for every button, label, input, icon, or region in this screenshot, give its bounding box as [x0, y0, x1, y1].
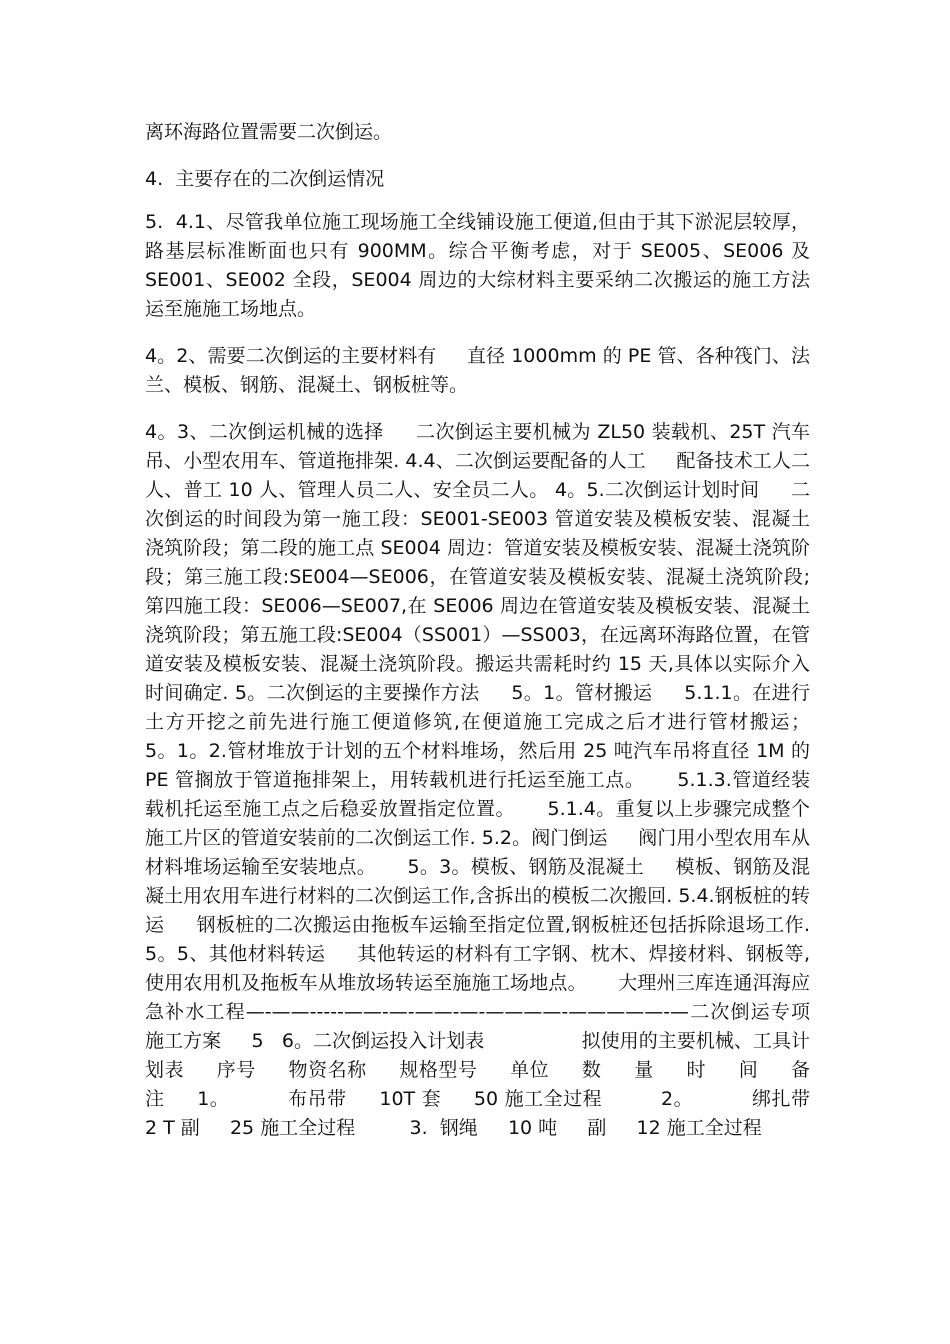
paragraph: 4。2、需要二次倒运的主要材料有 直径 1000mm 的 PE 管、各种筏门、法兰、模板、钢筋、混凝土、钢板桩等。	[145, 345, 810, 396]
paragraph: 5. 4.1、尽管我单位施工现场施工全线铺设施工便道,但由于其下淤泥层较厚，路基层标准断面也只有 900MM。综合平衡考虑，对于 SE005、SE006 及 SE001、SE002 全段，SE004 周边的大综材料主要采纳二次搬运的施工方法运至施施工场地点。	[145, 211, 817, 320]
paragraph: 4。3、二次倒运机械的选择 二次倒运主要机械为 ZL50 装载机、25T 汽车吊、小型农用车、管道拖排架. 4.4、二次倒运要配备的人工 配备技术工人二人、普工 10 人、管理人员二人、安全员二人。 4。5.二次倒运计划时间 二次倒运的时间段为第一施工段：SE001-SE003 管道安装及模板安装、混凝土浇筑阶段；第二段的施工点 SE004 周边：管道安装及模板安装、混凝土浇筑阶段；第三施工段:SE004—SE006，在管道安装及模板安装、混凝土浇筑阶段;第四施工段：SE006—SE007,在 SE006 周边在管道安装及模板安装、混凝土浇筑阶段；第五施工段:SE004（SS001）—SS003，在远离环海路位置，在管道安装及模板安装、混凝土浇筑阶段。搬运共需耗时约 15 天,具体以实际介入时间确定. 5。二次倒运的主要操作方法 5。1。管材搬运 5.1.1。在进行土方开挖之前先进行施工便道修筑,在便道施工完成之后才进行管材搬运； 5。1。2.管材堆放于计划的五个材料堆场，然后用 25 吨汽车吊将直径 1M 的 PE 管搁放于管道拖排架上，用转载机进行托运至施工点。 5.1.3.管道经装载机托运至施工点之后稳妥放置指定位置。 5.1.4。重复以上步骤完成整个施工片区的管道安装前的二次倒运工作. 5.2。阀门倒运 阀门用小型农用车从材料堆场运输至安装地点。 5。3。模板、钢筋及混凝土 模板、钢筋及混凝土用农用车进行材料的二次倒运工作,含拆出的模板二次搬回. 5.4.钢板桩的转运 钢板桩的二次搬运由拖板车运输至指定位置,钢板桩还包括拆除退场工作. 5。5、其他材料转运 其他转运的材料有工字钢、枕木、焊接材料、钢板等,使用农用机及拖板车从堆放场转运至施施工场地点。 大理州三库连通洱海应急补水工程—-——-----——-—-——-—-————-—————-—二次倒运专项施工方案 5 6。二次倒运投入计划表 拟使用的主要机械、工具计划表 序号 物资名称 规格型号 单位 数 量 时 间 备 注 1。 布吊带 10T 套 50 施工全过程 2。 绑扎带 2 T 副 25 施工全过程 3. 钢绳 10 吨 副 12 施工全过程	[145, 421, 841, 1139]
paragraph: 离环海路位置需要二次倒运。	[145, 121, 393, 143]
section-heading: 4. 主要存在的二次倒运情况	[145, 168, 385, 190]
